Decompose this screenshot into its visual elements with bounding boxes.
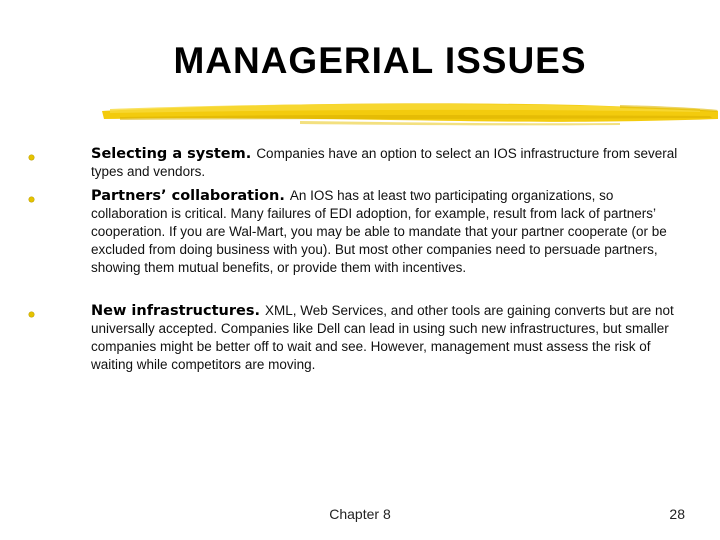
bullet-dot — [29, 155, 34, 160]
bullet-lead: Partners’ collaboration. — [91, 188, 290, 204]
bullet-lead: New infrastructures. — [91, 303, 266, 319]
footer-page-number: 28 — [669, 506, 685, 522]
bullet-dot — [29, 312, 34, 317]
bullet-body: XML, Web Services, and other tools are gaining converts but are not universally accepted. Companies like Dell can lead in using such new infrastructures, but smaller companies might be better off to wait and see. However, management must assess the risk of waiting while competitors are moving. — [91, 303, 674, 372]
bullet-lead: Selecting a system. — [91, 146, 257, 162]
bullet-text — [91, 145, 691, 181]
bullet-body: Companies have an option to select an IOS infrastructure from several types and vendors. — [91, 146, 678, 179]
footer-chapter-label: Chapter 8 — [329, 506, 391, 522]
bullet-text — [91, 187, 691, 277]
bullet-body: An IOS has at least two participating organizations, so collaboration is critical. Many failures of EDI adoption, for example, result from lack of partners’ cooperation. If you are Wal-Mart, you may be able to mandate that your partner cooperate (or be excluded from doing business with you). But most other companies need to persuade partners, showing them mutual benefits, or provide them with incentives. — [91, 188, 667, 275]
bullet-text — [91, 302, 691, 374]
bullet-dot — [29, 197, 34, 202]
page-title: MANAGERIAL ISSUES — [173, 40, 587, 81]
